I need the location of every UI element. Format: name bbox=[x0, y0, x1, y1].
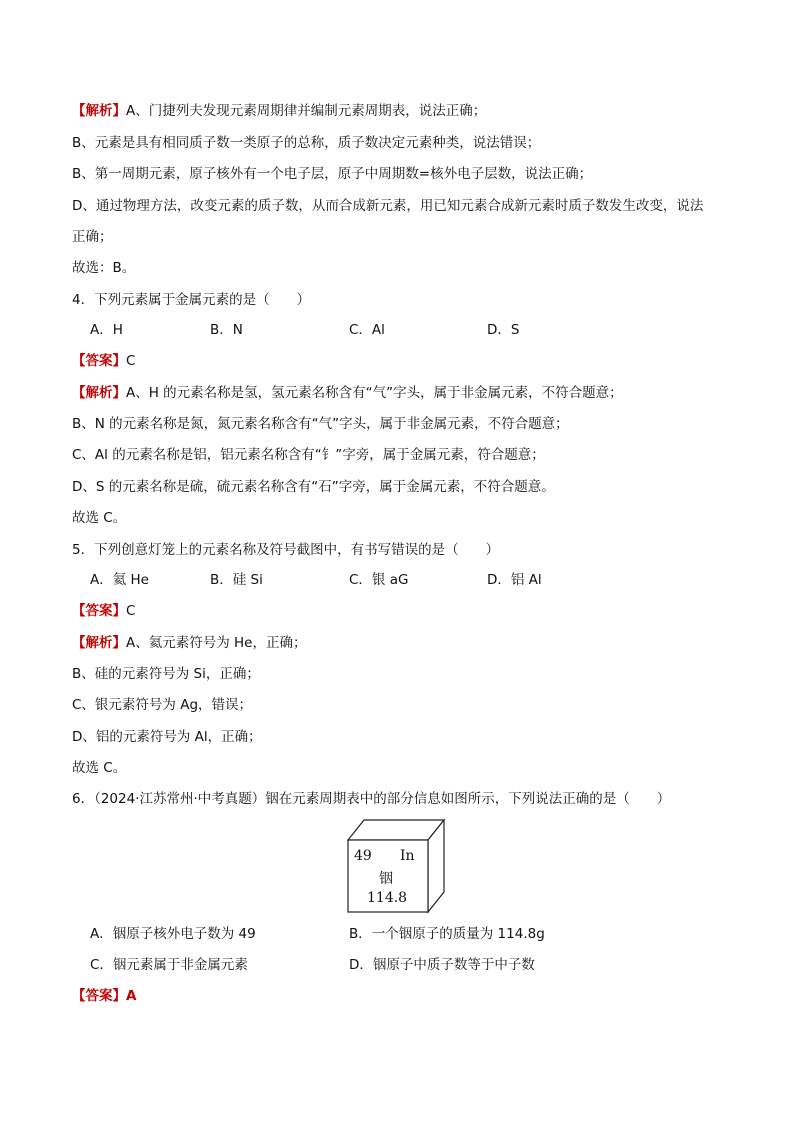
q5-answer bbox=[72, 601, 135, 621]
answer-value: C bbox=[126, 603, 136, 619]
q4-analysis-line-c: C、Al 的元素名称是铝，铝元素名称含有“钅”字旁，属于金属元素，符合题意； bbox=[72, 447, 545, 463]
analysis-text: A、H 的元素名称是氢，氢元素名称含有“气”字头，属于非金属元素，不符合题意； bbox=[126, 385, 623, 401]
periodic-table-cell-figure bbox=[340, 818, 450, 914]
q5-analysis-line-a bbox=[72, 633, 306, 653]
q5-option-b: B．硅 Si bbox=[210, 572, 263, 588]
analysis-text: A、门捷列夫发现元素周期律并编制元素周期表，说法正确； bbox=[126, 103, 487, 119]
analysis-tag: 【解析】 bbox=[72, 385, 126, 401]
q5-analysis-line-c: C、银元素符号为 Ag，错误； bbox=[72, 697, 253, 713]
q3-analysis-line-d1: D、通过物理方法，改变元素的质子数，从而合成新元素，用已知元素合成新元素时质子数发生改变，说法 bbox=[72, 198, 704, 214]
analysis-tag: 【解析】 bbox=[72, 635, 126, 651]
answer-value: C bbox=[126, 353, 136, 369]
q4-answer bbox=[72, 351, 135, 371]
atomic-mass: 114.8 bbox=[367, 890, 408, 906]
q3-analysis-line-d2: 正确； bbox=[72, 229, 113, 245]
q3-analysis-line-b: B、元素是具有相同质子数一类原子的总称，质子数决定元素种类，说法错误； bbox=[72, 135, 541, 151]
q5-option-c: C．银 aG bbox=[349, 572, 409, 588]
answer-tag: 【答案】 bbox=[72, 603, 126, 619]
q4-analysis-line-d: D、S 的元素名称是硫，硫元素名称含有“石”字旁，属于金属元素，不符合题意。 bbox=[72, 479, 555, 495]
q4-option-c: C．Al bbox=[349, 322, 385, 338]
q4-analysis-line-a bbox=[72, 383, 623, 403]
q5-option-d: D．铝 Al bbox=[487, 572, 542, 588]
q4-option-b: B．N bbox=[210, 322, 243, 338]
element-name: 铟 bbox=[379, 871, 393, 887]
q5-choice: 故选 C。 bbox=[72, 760, 127, 776]
q6-option-c: C．铟元素属于非金属元素 bbox=[90, 957, 248, 973]
q5-analysis-line-d: D、铝的元素符号为 Al，正确； bbox=[72, 729, 262, 745]
q6-option-b: B．一个铟原子的质量为 114.8g bbox=[349, 926, 545, 942]
element-symbol: In bbox=[400, 848, 415, 864]
q4-option-d: D．S bbox=[487, 322, 520, 338]
q4-analysis-line-b: B、N 的元素名称是氮，氮元素名称含有“气”字头，属于非金属元素，不符合题意； bbox=[72, 416, 569, 432]
answer-tag: 【答案】 bbox=[72, 988, 126, 1004]
q4-choice: 故选 C。 bbox=[72, 510, 127, 526]
q3-choice: 故选：B。 bbox=[72, 260, 136, 276]
q3-analysis-line-c: B、第一周期元素，原子核外有一个电子层，原子中周期数=核外电子层数，说法正确； bbox=[72, 166, 593, 182]
q5-stem: 5．下列创意灯笼上的元素名称及符号截图中，有书写错误的是（ ） bbox=[72, 542, 500, 558]
cell-top-face bbox=[348, 820, 444, 840]
analysis-tag: 【解析】 bbox=[72, 103, 126, 119]
atomic-number: 49 bbox=[354, 848, 372, 864]
q6-stem: 6．（2024·江苏常州·中考真题）铟在元素周期表中的部分信息如图所示，下列说法正确的是（ ） bbox=[72, 791, 671, 807]
analysis-text: A、氦元素符号为 He，正确； bbox=[126, 635, 307, 651]
q6-option-a: A．铟原子核外电子数为 49 bbox=[90, 926, 256, 942]
q4-stem: 4．下列元素属于金属元素的是（ ） bbox=[72, 292, 311, 308]
q6-answer bbox=[72, 986, 136, 1006]
q5-option-a: A．氦 He bbox=[90, 572, 149, 588]
q5-analysis-line-b: B、硅的元素符号为 Si，正确； bbox=[72, 666, 260, 682]
q4-option-a: A．H bbox=[90, 322, 123, 338]
answer-tag: 【答案】 bbox=[72, 353, 126, 369]
answer-value: A bbox=[126, 988, 137, 1004]
q6-option-d: D．铟原子中质子数等于中子数 bbox=[349, 957, 535, 973]
q3-analysis-line-a bbox=[72, 101, 486, 121]
